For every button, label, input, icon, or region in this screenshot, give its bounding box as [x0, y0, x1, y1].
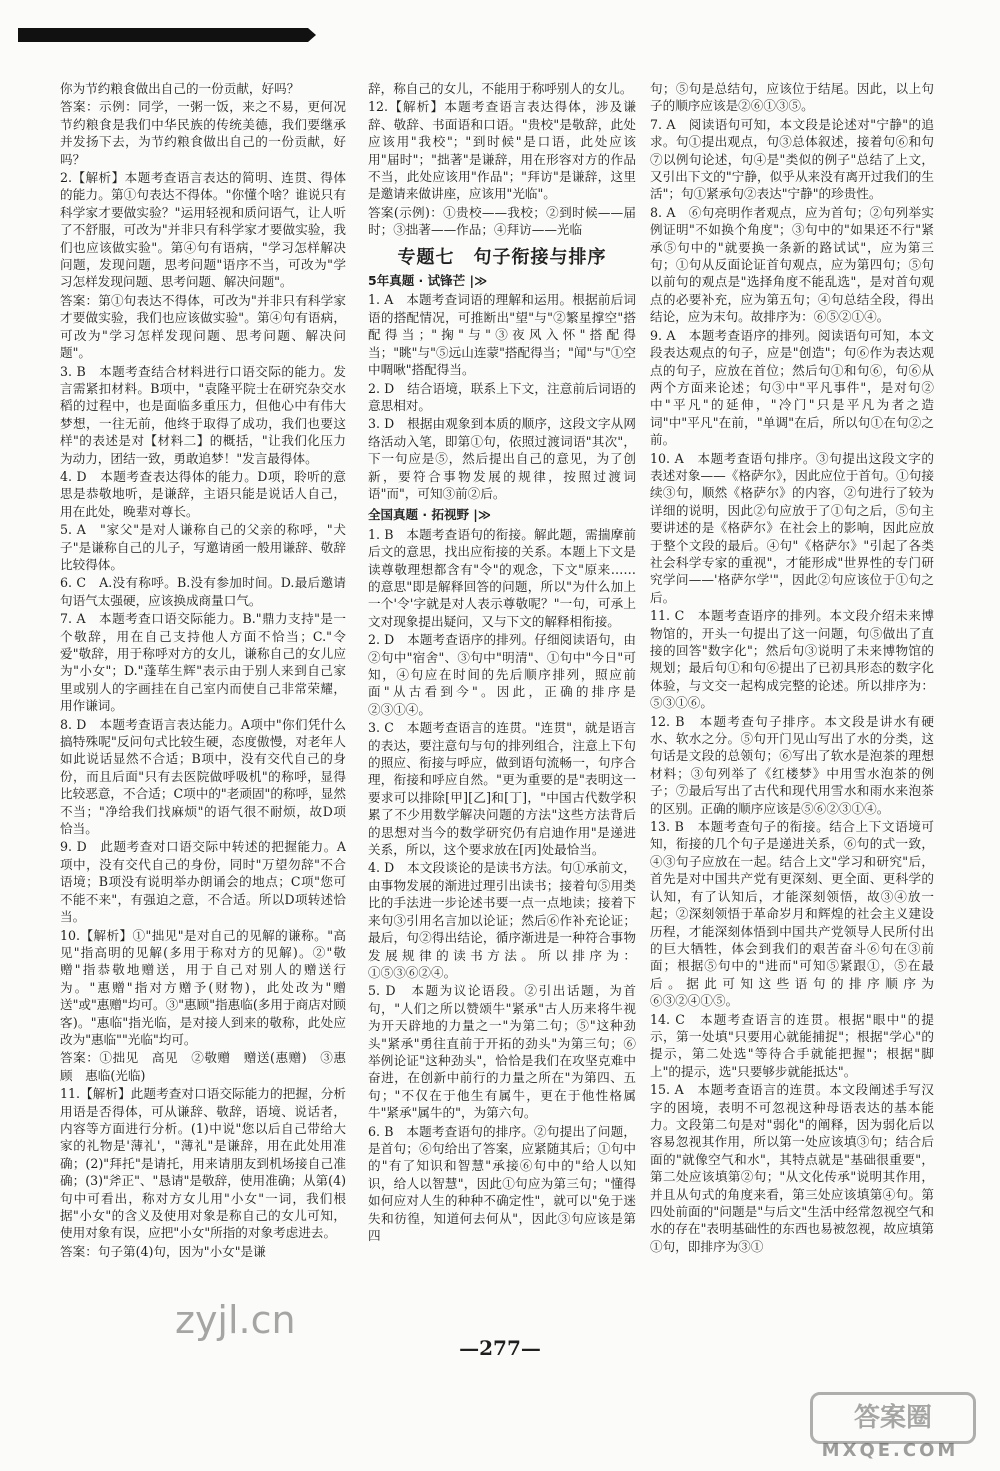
- paragraph: 6. C A.没有称呼。B.没有参加时间。D.最后邀请句语气太强硬，应该换成商量口气。: [60, 575, 346, 608]
- paragraph: 4. D 本题考查表达得体的能力。D项，聆听的意思是恭敬地听，是谦辞，主语只能是说话人自己，用在此处，晚辈对尊长。: [60, 468, 346, 519]
- column-left: [60, 80, 346, 1370]
- watermark-right: [800, 1392, 980, 1462]
- paragraph: 7. A 阅读语句可知，本文段是论述对"宁静"的追求。句①提出观点，句③总体叙述，接着句⑥和句⑦以例句论述，句④是"类似的例子"总结了上文，又引出下文的"宁静，似乎从来没有离开过我们的生活"；句①紧承句②表达"宁静"的珍贵性。: [650, 116, 934, 202]
- paragraph: 3. B 本题考查结合材料进行口语交际的能力。发言需紧扣材料。B项中，"袁隆平院士在研究杂交水稻的过程中，也是面临多重压力，但他心中有伟大梦想，一往无前，他终于取得了成功，我们也要这样"的表述是对【材料二】的概括，"让我们化压力为动力，团结一致，勇敢追梦！"发言最得体。: [60, 363, 346, 466]
- section-title: 专题七 句子衔接与排序: [397, 246, 607, 268]
- paragraph: 6. B 本题考查语句的排序。②句提出了问题，是首句；⑥句给出了答案，应紧随其后；①句中的"有了知识和智慧"承接⑥句中的"给人以知识，给人以智慧"，因此①句应为第三句；"懂得如何应对人生的种种不确定性"，就可以"免于迷失和彷徨，知道何去何从"，因此③句应该是第四: [368, 1123, 636, 1243]
- watermark-logo: 答案圈: [810, 1392, 976, 1444]
- paragraph: 15. A 本题考查语言的连贯。本文段阐述手写汉字的困境，表明不可忽视这种母语表达的基本能力。文段第二句是对"弱化"的阐释，因为弱化后以容易忽视其作用，所以第一处应该填③句；结合后面的"就像空气和水"，其特点就是"基础很重要"，第二处应该填第②句；"从文化传承"说明其作用，并且从句式的角度来看，第三处应该填第④句。第四处前面的"问题是"与后文"生活中经常忽视空气和水的存在"表明基础性的东西也易被忽视，故应填第①句，即排序为③①: [650, 1082, 934, 1254]
- column-right: [650, 80, 934, 1370]
- paragraph: 10.【解析】①"拙见"是对自己的见解的谦称。"高见"指高明的见解(多用于称对方的见解)。②"敬赠"指恭敬地赠送，用于自己对别人的赠送行为。"惠赠"指对方赠予(财物)，此处改为"赠送"或"惠赠"均可。③"惠顾"指惠临(多用于商店对顾客)。"惠临"指光临，是对接人到来的敬称，此处应改为"惠临""光临"均可。: [60, 927, 346, 1047]
- paragraph: 10. A 本题考查语句排序。③句提出这段文字的表述对象——《格萨尔》，因此应位于首句。①句接续③句，顺然《格萨尔》的内容，②句进行了较为详细的说明，因此②句应放于了①句之后，⑤句主要讲述的是《格萨尔》在社会上的影响，因此应放于整个文段的最后。④句"《格萨尔》"引起了各类社会科学专家的重视"，才能形成"世界性的专门研究学问——'格萨尔学'"，因此②句应该位于①句之后。: [650, 450, 934, 605]
- paragraph: 5. D 本题为议论语段。②引出话题，为首句，"人们之所以赞颂牛"紧承"古人历来将牛视为开天辟地的力量之一"为第二句；⑤"这种劲头"紧承"勇往直前于开拓的劲头"为第三句；⑥举例论证"这种劲头"，恰恰是我们在攻坚克难中奋进，在创新中前行的力量之所在"为第四、五句；"不仅在于他生有属牛，更在于他性格属牛"紧承"属牛的"，为第六句。: [368, 983, 636, 1121]
- paragraph: 11. C 本题考查语序的排列。本文段介绍未来博物馆的，开头一句提出了这一问题，句⑤做出了直接的回答"数字化"；然后句③说明了未来博物馆的规划；最后句①和句⑥提出了已初具形态的数字化体验，与文交一起构成完整的论述。所以排序为：⑤③①⑥。: [650, 608, 934, 711]
- paragraph: 辞，称自己的女儿，不能用于称呼别人的女儿。: [368, 81, 633, 96]
- paragraph: 2. D 结合语境，联系上下文，注意前后词语的意思相对。: [368, 380, 636, 413]
- page-number: —277—: [459, 1336, 541, 1360]
- paragraph: 1. A 本题考查词语的理解和运用。根据前后词语的搭配情况，可推断出"望"与"②繁星撑空"搭配得当；"掬"与"③夜风入怀"搭配得当；"眺"与"⑤远山连蒙"搭配得当；"闻"与"①空中啁啾"搭配得当。: [368, 292, 636, 378]
- paragraph: 4. D 本文段谈论的是读书方法。句①承前文，由事物发展的渐进过理引出读书；接着句⑤用类比的手法进一步论述书要一点一点地读；接着下来句③引用名言加以论证；然后⑥作补充论证；最后，句②得出结论，循序渐进是一种符合事物发展规律的读书方法。所以排序为：①⑤③⑥②④。: [368, 860, 636, 980]
- subsection-national: 全国真题 · 拓视野 |≫: [368, 507, 491, 523]
- watermark-url: MXQE.COM: [821, 1440, 959, 1461]
- paragraph: 5. A "家父"是对人谦称自己的父亲的称呼，"犬子"是谦称自己的儿子，写邀请函一般用谦辞、敬辞比较得体。: [60, 522, 346, 572]
- paragraph: 13. B 本题考查句子的衔接。结合上下文语境可知，衔接的几个句子是递进关系，⑥句的式一致，④③句子应放在一起。结合上文"学习和研究"后，首先是对中国共产党有更深刻、更全面、更科学的认知，有了认知后，才能深刻领悟，故③④放一起；②深刻领悟于革命岁月和辉煌的社会主义建设历程，才能深刻体悟到中国共产党领导人民所付出的巨大牺牲，体会到我们的艰苦奋斗⑥句在③前面；根据⑤句中的"进而"可知⑤紧跟①，⑤在最后。据此可知这些语句的排序顺序为⑥③②④①⑤。: [650, 819, 934, 1009]
- paragraph: 14. C 本题考查语言的连贯。根据"眼中"的提示，第一处填"只要用心就能捕捉"；根据"学心"的提示，第二处选"等待合手就能把握"；根据"脚上"的提示，选"只要够步就能抵达"。: [650, 1011, 934, 1079]
- paragraph: 3. D 根据由观象到本质的顺序，这段文字从网络活动入笔，即第①句，依照过渡词语"其次"，下一句应是⑤，然后提出自己的意见，为了创新，要符合事物发展的规律，按照过渡词语"而"，可知③前②后。: [368, 416, 636, 501]
- watermark-left: zyjl.cn: [175, 1298, 296, 1342]
- paragraph: 答案(示例)：①贵校——我校；②到时候——届时；③拙著——作品；④拜访——光临: [368, 204, 636, 238]
- paragraph: 2. D 本题考查语序的排列。仔细阅读语句，由②句中"宿舍"、③句中"明清"、①句中"今日"可知，④句应在时间的先后顺序排列，照应前面"从古看到今"。因此，正确的排序是②③①④。: [368, 632, 636, 717]
- column-middle: [368, 80, 636, 1370]
- paragraph: 8. A ⑥句亮明作者观点，应为首句；②句列举实例证明"不如换个角度"；③句中的"如果还不行"紧承⑤句中的"就要换一条新的路试试"，应为第三句；①句从反面论证首句观点，应为第四句；⑤句以前句的观点是"选择角度不能乱选"，是对首句观点的必要补充，应为第五句；④句总结全段，得出结论，应为末句。故排序为：⑥⑤②①④。: [650, 204, 934, 325]
- paragraph: 答案：句子第(4)句，因为"小女"是谦: [60, 1243, 266, 1259]
- paragraph: 7. A 本题考查口语交际能力。B."鼎力支持"是一个敬辞，用在自己支持他人方面不恰当；C."令爱"敬辞，用于称呼对方的女儿，谦称自己的女儿应为"小女"；D."蓬荜生辉"表示由于别人来到自己家里或别人的字画挂在自己室内而使自己非常荣耀，用作谦词。: [60, 611, 346, 714]
- paragraph: 8. D 本题考查语言表达能力。A项中"你们凭什么搞特殊呢"反问句式比较生硬，态度傲慢，对老年人如此说话显然不合适；B项中，没有交代自己的身份，而且后面"只有去医院做呼吸机"的称呼，显得比较恶意，不合适；C项中的"老顽固"的称呼，显然不当；"净给我们找麻烦"的语气很不耐烦，故D项恰当。: [60, 716, 346, 837]
- paragraph: 句；⑤句是总结句，应该位于结尾。因此，以上句子的顺序应该是②⑥①③⑤。: [650, 81, 934, 114]
- paragraph: 2.【解析】本题考查语言表达的简明、连贯、得体的能力。第①句表达不得体。"你懂个啥？谁说只有科学家才要做实验？"运用轻视和质问语气，让人听了不舒服，可改为"并非只有科学家才要做实验，我们也应该做实验"。第④句有语病，"学习怎样解决问题，发现问题，思考问题"语序不当，可改为"学习怎样发现问题、思考问题、解决问题"。: [60, 170, 346, 290]
- header-bar: [18, 28, 308, 42]
- paragraph: 9. A 本题考查语序的排列。阅读语句可知，本文段表达观点的句子，应是"创造"；句⑥作为表达观点的句子，应放在首位；然后句①和句⑥，句⑥从两个方面来论述；句③中"平凡事件"，是对句②中"平凡"的延伸，"冷门"只是平凡为者之造词"中"平凡"在前，"单调"在后，所以句①在句②之前。: [650, 327, 934, 448]
- paragraph: 你为节约粮食做出自己的一份贡献，好吗？: [60, 81, 300, 96]
- paragraph: 12. B 本题考查句子排序。本文段是讲水有硬水、软水之分。⑤句开门见山写出了水的分类，这句话是文段的总领句；⑥写出了软水是泡茶的理想材料；③句列举了《红楼梦》中用雪水泡茶的例子；⑦最后写出了古代和现代用雪水和雨水来泡茶的区别。正确的顺序应该是⑤⑥②③①④。: [650, 713, 934, 816]
- paragraph: 9. D 此题考查对口语交际中转述的把握能力。A项中，没有交代自己的身份，同时"万望勿辞"不合语境；B项没有说明举办朗诵会的地点；C项"您可不能不来"，有强迫之意，不合适。所以D项转述恰当。: [60, 839, 346, 925]
- paragraph: 答案：第①句表达不得体，可改为"并非只有科学家才要做实验，我们也应该做实验"。第④句有语病，可改为"学习怎样发现问题、思考问题、解决问题"。: [60, 292, 346, 361]
- paragraph: 1. B 本题考查语句的衔接。解此题，需揣摩前后文的意思，找出应衔接的关系。本题上下文是读尊敬理想都含有"令"的观念，下文"原来……的意思"即是解释回答的问题，所以"为什么加上一个'令'字就是对人表示尊敬呢？"一句，可承上文对现象提出疑问，又与下文的解释相衔接。: [368, 526, 636, 629]
- paragraph: 答案：示例：同学，一粥一饭，来之不易，更何况节约粮食是我们中华民族的传统美德，我们要继承并发扬下去，为节约粮食做出自己的一份贡献，好吗？: [60, 99, 346, 167]
- paragraph: 12.【解析】本题考查语言表达得体，涉及谦辞、敬辞、书面语和口语。"贵校"是敬辞，此处应该用"我校"；"到时候"是口语，此处应该用"届时"；"拙著"是谦辞，用在形容对方的作品不当，此处应该用"作品"；"拜访"是谦辞，这里是邀请来做讲座，应该用"光临"。: [368, 99, 636, 202]
- paragraph: 11.【解析】此题考查对口语交际能力的把握，分析用语是否得体，可从谦辞、敬辞，语境、说话者，内容等方面进行分析。(1)中说"您以后自己带给大家的礼物是'薄礼'，"薄礼"是谦辞，用在此处用准确；(2)"拜托"是请托，用来请朋友到机场接自己准确；(3)"斧正"、"恳请"是敬辞，使用准确；从第(4)句中可看出，称对方女儿用"小女"一词，我们根据"小女"的含义及使用对象是称自己的女儿可知，使用对象有误，应把"小女"所指的对象考虑进去。: [60, 1086, 346, 1241]
- subsection-five-year: 5年真题 · 试锋芒 |≫: [368, 273, 488, 289]
- paragraph: 3. C 本题考查语言的连贯。"连贯"，就是语言的表达，要注意句与句的排列组合，注意上下句的照应、衔接与呼应，做到语句流畅一，句序合理，衔接和呼应自然。"更为重要的是"表明这一要求可以排除[甲][乙]和[丁]，"中国古代数学积累了不少用数学解决问题的方法"这些方法背后的思想对当今的数学研究仍有启迪作用"是递进关系，所以，这个要求放在[丙]处最恰当。: [368, 720, 636, 858]
- paragraph: 答案：①拙见 高见 ②敬赠 赠送(惠赠) ③惠顾 惠临(光临): [60, 1050, 346, 1083]
